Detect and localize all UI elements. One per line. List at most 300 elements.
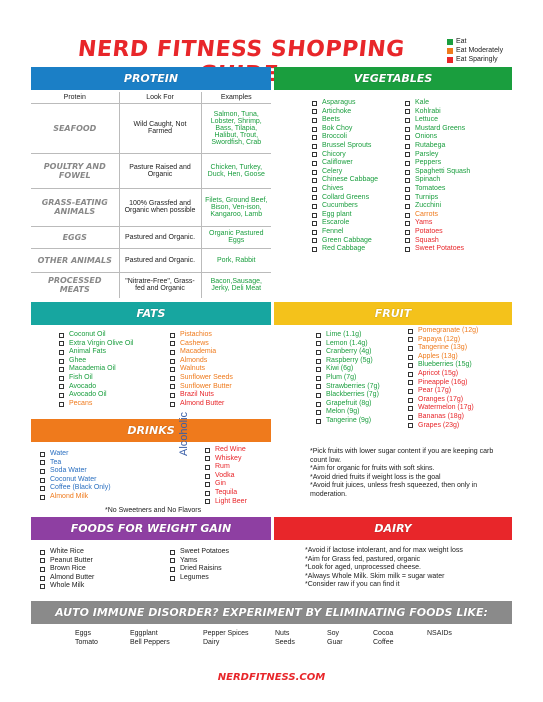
checkbox[interactable] — [312, 247, 317, 252]
item-label: Cranberry (4g) — [326, 348, 372, 356]
list-item — [405, 228, 470, 237]
drinks-list-1 — [40, 450, 111, 502]
item-label: Almonds — [180, 356, 208, 364]
checkbox[interactable] — [312, 238, 317, 243]
eliminate-item: Eggs — [75, 630, 91, 637]
checkbox[interactable] — [205, 499, 210, 504]
checkbox[interactable] — [405, 213, 410, 218]
eliminate-group — [75, 629, 98, 647]
list-item — [316, 417, 380, 426]
item-label: Water — [50, 450, 69, 457]
item-label: Papaya (12g) — [418, 335, 461, 343]
checkbox[interactable] — [405, 101, 410, 106]
checkbox[interactable] — [405, 127, 410, 132]
note-line: *Avoid if lactose intolerant, and for max weight loss — [305, 547, 463, 554]
item-label: Spinach — [415, 176, 441, 184]
weightgain-list-2 — [170, 548, 229, 582]
checkbox[interactable] — [405, 247, 410, 252]
list-item — [59, 365, 133, 374]
item-label: Soda Water — [50, 467, 87, 475]
examples: Salmon, Tuna, Lobster, Shrimp, Bass, Tilapia, Halibut, Trout, Swordfish, Crab — [201, 103, 271, 153]
list-item — [40, 548, 94, 557]
fats-list-2 — [170, 331, 233, 408]
item-label: Pomegranate (12g) — [418, 327, 479, 334]
list-item — [40, 493, 111, 502]
item-label: Melon (9g) — [326, 408, 360, 416]
checkbox[interactable] — [312, 144, 317, 149]
checkbox[interactable] — [312, 135, 317, 140]
list-item — [312, 219, 378, 228]
examples: Organic Pastured Eggs — [201, 226, 271, 248]
item-label: Rum — [215, 463, 230, 471]
item-label: Brussel Sprouts — [322, 141, 372, 149]
legend-label: Eat Sparingly — [456, 56, 498, 63]
item-label: Mustard Greens — [415, 124, 466, 132]
checkbox[interactable] — [316, 376, 321, 381]
list-item — [40, 574, 94, 583]
list-item — [316, 400, 380, 409]
item-label: Collard Greens — [322, 193, 370, 201]
protein-category: GRASS-EATING ANIMALS — [31, 188, 119, 226]
item-label: Avocado Oil — [69, 391, 107, 399]
item-label: Pistachios — [180, 331, 212, 338]
item-label: Tea — [50, 458, 62, 466]
item-label: Brazil Nuts — [180, 391, 214, 399]
checkbox[interactable] — [170, 550, 175, 555]
item-label: Cashews — [180, 339, 209, 347]
item-label: Artichoke — [322, 107, 352, 115]
note-line: *Aim for organic for fruits with soft skins. — [310, 465, 435, 473]
checkbox[interactable] — [40, 478, 45, 483]
list-item — [408, 361, 478, 370]
checkbox[interactable] — [408, 329, 413, 334]
item-label: Sunflower Butter — [180, 382, 232, 390]
item-label: Almond Milk — [50, 492, 89, 500]
checkbox[interactable] — [170, 402, 175, 407]
item-label: Pear (17g) — [418, 387, 452, 395]
checkbox[interactable] — [405, 118, 410, 123]
checkbox[interactable] — [405, 144, 410, 149]
legend-item-eat — [447, 37, 503, 46]
item-label: Kale — [415, 99, 430, 106]
checkbox[interactable] — [316, 341, 321, 346]
checkbox[interactable] — [205, 482, 210, 487]
item-label: Tangerine (13g) — [418, 344, 468, 352]
item-label: Chinese Cabbage — [322, 176, 379, 184]
checkbox[interactable] — [170, 576, 175, 581]
checkbox[interactable] — [408, 363, 413, 368]
checkbox[interactable] — [205, 474, 210, 479]
item-label: Broccoli — [322, 133, 347, 141]
checkbox[interactable] — [312, 187, 317, 192]
fruit-header: FRUIT — [274, 302, 512, 325]
protein-category: PROCESSED MEATS — [31, 272, 119, 298]
checkbox[interactable] — [405, 230, 410, 235]
column-header: Look For — [119, 92, 201, 103]
fruit-notes — [310, 448, 510, 500]
item-label: Ghee — [69, 356, 87, 364]
footer-site[interactable]: NERDFITNESS.COM — [217, 672, 326, 683]
checkbox[interactable] — [405, 109, 410, 114]
checkbox[interactable] — [312, 221, 317, 226]
item-label: Tomatoes — [415, 184, 446, 192]
list-item — [59, 391, 133, 400]
list-item — [312, 202, 378, 211]
checkbox[interactable] — [59, 333, 64, 338]
item-label: Squash — [415, 236, 439, 244]
item-label: Lemon (1.4g) — [326, 339, 368, 347]
fats-header: FATS — [31, 302, 271, 325]
checkbox[interactable] — [312, 230, 317, 235]
drinks-list-2 — [205, 446, 247, 506]
list-item — [170, 348, 233, 357]
item-label: Carrots — [415, 210, 438, 218]
list-item — [408, 413, 478, 422]
item-label: Egg plant — [322, 210, 352, 218]
list-item — [405, 237, 470, 246]
table-row — [31, 248, 271, 272]
item-label: Apricot (15g) — [418, 369, 459, 377]
list-item — [312, 211, 378, 220]
item-label: Lime (1.1g) — [326, 331, 362, 338]
protein-category: EGGS — [31, 226, 119, 248]
column-header: Examples — [201, 92, 271, 103]
checkbox[interactable] — [312, 170, 317, 175]
list-item — [312, 194, 378, 203]
checkbox[interactable] — [59, 350, 64, 355]
examples: Pork, Rabbit — [201, 248, 271, 272]
note-line: *Avoid fruit juices, unless fresh squeezed, then only in moderation. — [310, 482, 478, 498]
list-item — [170, 400, 233, 409]
checkbox[interactable] — [40, 558, 45, 563]
checkbox[interactable] — [405, 204, 410, 209]
page-title: NERD FITNESS SHOPPING — [76, 37, 406, 62]
checkbox[interactable] — [312, 109, 317, 114]
drinks-footnote: *No Sweetners and No Flavors — [105, 507, 202, 514]
list-item — [408, 387, 478, 396]
list-item — [405, 116, 470, 125]
checkbox[interactable] — [170, 558, 175, 563]
list-item — [170, 574, 229, 583]
eliminate-item — [427, 638, 452, 647]
checkbox[interactable] — [312, 178, 317, 183]
fruit-list-2 — [408, 327, 478, 430]
protein-category: SEAFOOD — [31, 103, 119, 153]
checkbox[interactable] — [170, 384, 175, 389]
note-line: *Aim for Grass fed, pastured, organic — [305, 555, 421, 563]
item-label: Raspberry (5g) — [326, 356, 373, 364]
note-line: *Avoid dried fruits if weight loss is the goal — [310, 473, 441, 481]
item-label: Blackberries (7g) — [326, 391, 379, 399]
item-label: Peppers — [415, 159, 442, 167]
list-item — [205, 472, 247, 481]
checkbox[interactable] — [408, 380, 413, 385]
checkbox[interactable] — [316, 393, 321, 398]
eliminate-item: Pepper Spices — [203, 630, 249, 637]
checkbox[interactable] — [59, 359, 64, 364]
list-item — [40, 557, 94, 566]
item-label: Coconut Water — [50, 475, 97, 483]
checkbox[interactable] — [312, 195, 317, 200]
weightgain-header: FOODS FOR WEIGHT GAIN — [31, 517, 271, 540]
examples: Filets, Ground Beef, Bison, Ven-ison, Kangaroo, Lamb — [201, 188, 271, 226]
table-header-row — [31, 92, 271, 103]
list-item — [205, 480, 247, 489]
checkbox[interactable] — [59, 367, 64, 372]
note-line: *Always Whole Milk. Skim milk = sugar water — [305, 572, 445, 580]
checkbox[interactable] — [405, 170, 410, 175]
item-label: Tangerine (9g) — [326, 416, 372, 424]
checkbox[interactable] — [316, 333, 321, 338]
list-item — [405, 125, 470, 134]
list-item — [316, 391, 380, 400]
eliminate-item: Coffee — [373, 639, 394, 646]
item-label: Zucchini — [415, 202, 442, 210]
list-item — [59, 340, 133, 349]
checkbox[interactable] — [405, 187, 410, 192]
checkbox[interactable] — [170, 333, 175, 338]
item-label: Green Cabbage — [322, 236, 372, 244]
checkbox[interactable] — [316, 350, 321, 355]
item-label: Dried Raisins — [180, 565, 222, 573]
item-label: Macademia Oil — [69, 365, 116, 373]
eliminate-item: Tomato — [75, 639, 98, 646]
checkbox[interactable] — [408, 372, 413, 377]
checkbox[interactable] — [316, 384, 321, 389]
look-for: Pasture Raised and Organic — [119, 153, 201, 188]
examples: Chicken, Turkey, Duck, Hen, Goose — [201, 153, 271, 188]
table-row — [31, 226, 271, 248]
checkbox[interactable] — [405, 221, 410, 226]
checkbox[interactable] — [170, 350, 175, 355]
item-label: Watermelon (17g) — [418, 404, 474, 412]
look-for: Wild Caught, Not Farmed — [119, 103, 201, 153]
dairy-notes — [305, 547, 510, 590]
eliminate-item: Nuts — [275, 630, 290, 637]
list-item — [312, 245, 378, 254]
list-item — [405, 159, 470, 168]
list-item — [312, 159, 378, 168]
list-item — [405, 211, 470, 220]
look-for: 100% Grassfed and Organic when possible — [119, 188, 201, 226]
item-label: Bananas (18g) — [418, 412, 464, 420]
checkbox[interactable] — [40, 584, 45, 589]
table-row — [31, 103, 271, 153]
list-item — [59, 383, 133, 392]
checkbox[interactable] — [205, 465, 210, 470]
checkbox[interactable] — [408, 423, 413, 428]
checkbox[interactable] — [59, 393, 64, 398]
eliminate-item: Guar — [327, 639, 343, 646]
checkbox[interactable] — [205, 448, 210, 453]
item-label: Apples (13g) — [418, 352, 458, 360]
vegetables-list-2 — [405, 99, 470, 254]
checkbox[interactable] — [170, 376, 175, 381]
checkbox[interactable] — [405, 195, 410, 200]
checkbox[interactable] — [312, 161, 317, 166]
item-label: Coffee (Black Only) — [50, 484, 111, 492]
list-item — [312, 142, 378, 151]
item-label: Yams — [415, 219, 433, 227]
list-item — [405, 168, 470, 177]
checkbox[interactable] — [312, 213, 317, 218]
list-item — [205, 489, 247, 498]
checkbox[interactable] — [40, 452, 45, 457]
checkbox[interactable] — [408, 346, 413, 351]
checkbox[interactable] — [59, 384, 64, 389]
item-label: Celery — [322, 167, 343, 175]
protein-header: PROTEIN — [31, 67, 271, 90]
protein-category: OTHER ANIMALS — [31, 248, 119, 272]
checkbox[interactable] — [408, 389, 413, 394]
checkbox[interactable] — [59, 376, 64, 381]
checkbox[interactable] — [312, 118, 317, 123]
list-item — [170, 357, 233, 366]
list-item — [405, 99, 470, 108]
item-label: Lettuce — [415, 116, 438, 124]
checkbox[interactable] — [408, 355, 413, 360]
checkbox[interactable] — [40, 576, 45, 581]
list-item — [40, 467, 111, 476]
vegetables-header: VEGETABLES — [274, 67, 512, 90]
item-label: Califlower — [322, 159, 353, 167]
table-row — [31, 272, 271, 298]
item-label: Macademia — [180, 348, 217, 356]
look-for: Pastured and Organic. — [119, 226, 201, 248]
list-item — [405, 219, 470, 228]
red-swatch-icon — [447, 57, 453, 63]
checkbox[interactable] — [205, 456, 210, 461]
item-label: Walnuts — [180, 365, 206, 373]
list-item — [40, 484, 111, 493]
list-item — [316, 383, 380, 392]
legend — [447, 37, 503, 64]
list-item — [312, 125, 378, 134]
list-item — [40, 582, 94, 591]
list-item — [312, 228, 378, 237]
examples: Bacon,Sausage, Jerky, Deli Meat — [210, 278, 262, 293]
checkbox[interactable] — [40, 469, 45, 474]
orange-swatch-icon — [447, 48, 453, 54]
fruit-list-1 — [316, 331, 380, 426]
list-item — [170, 365, 233, 374]
eliminate-group — [427, 629, 452, 647]
item-label: Grapefruit (8g) — [326, 399, 372, 407]
checkbox[interactable] — [40, 460, 45, 465]
item-label: Almond Butter — [180, 399, 225, 407]
item-label: Almond Butter — [50, 573, 95, 581]
checkbox[interactable] — [316, 402, 321, 407]
eliminate-item: Soy — [327, 630, 340, 637]
checkbox[interactable] — [170, 393, 175, 398]
checkbox[interactable] — [405, 135, 410, 140]
item-label: Turnips — [415, 193, 439, 201]
checkbox[interactable] — [170, 567, 175, 572]
list-item — [408, 336, 478, 345]
checkbox[interactable] — [408, 398, 413, 403]
list-item — [59, 374, 133, 383]
checkbox[interactable] — [312, 204, 317, 209]
table-row — [31, 153, 271, 188]
checkbox[interactable] — [405, 161, 410, 166]
checkbox[interactable] — [316, 359, 321, 364]
checkbox[interactable] — [59, 341, 64, 346]
item-label: Red Cabbage — [322, 245, 366, 253]
eliminate-item: Dairy — [203, 639, 220, 646]
checkbox[interactable] — [40, 550, 45, 555]
list-item — [405, 194, 470, 203]
checkbox[interactable] — [408, 406, 413, 411]
eliminate-group — [327, 629, 343, 647]
checkbox[interactable] — [205, 491, 210, 496]
item-label: Vodka — [215, 471, 235, 479]
note-line: *Consider raw if you can find it — [305, 581, 400, 589]
list-item — [205, 455, 247, 464]
legend-item-moderately — [447, 46, 503, 55]
item-label: Escarole — [322, 219, 350, 227]
eliminate-item: Seeds — [275, 639, 295, 646]
item-label: Tequila — [215, 488, 238, 496]
item-label: Fish Oil — [69, 373, 93, 381]
list-item — [405, 133, 470, 142]
checkbox[interactable] — [316, 367, 321, 372]
item-label: Whole Milk — [50, 582, 85, 590]
checkbox[interactable] — [316, 410, 321, 415]
checkbox[interactable] — [170, 341, 175, 346]
checkbox[interactable] — [405, 178, 410, 183]
list-item — [170, 374, 233, 383]
item-label: Sunflower Seeds — [180, 373, 233, 381]
list-item — [408, 396, 478, 405]
list-item — [405, 176, 470, 185]
protein-category: POULTRY AND FOWEL — [31, 153, 119, 188]
eliminate-group — [275, 629, 295, 647]
checkbox[interactable] — [170, 359, 175, 364]
checkbox[interactable] — [405, 238, 410, 243]
item-label: Spaghetti Squash — [415, 167, 471, 175]
checkbox[interactable] — [316, 419, 321, 424]
eliminate-group — [130, 629, 170, 647]
checkbox[interactable] — [312, 152, 317, 157]
list-item — [316, 374, 380, 383]
checkbox[interactable] — [312, 127, 317, 132]
checkbox[interactable] — [170, 367, 175, 372]
list-item — [408, 379, 478, 388]
item-label: Kiwi (6g) — [326, 365, 354, 373]
checkbox[interactable] — [59, 402, 64, 407]
list-item — [170, 565, 229, 574]
list-item — [40, 459, 111, 468]
list-item — [205, 498, 247, 507]
checkbox[interactable] — [405, 152, 410, 157]
list-item — [408, 353, 478, 362]
item-label: Extra Virgin Olive Oil — [69, 339, 134, 347]
checkbox[interactable] — [40, 495, 45, 500]
checkbox[interactable] — [408, 415, 413, 420]
note-line: *Pick fruits with lower sugar content if you are keeping carb count low. — [310, 448, 494, 464]
checkbox[interactable] — [408, 337, 413, 342]
list-item — [40, 565, 94, 574]
checkbox[interactable] — [40, 486, 45, 491]
list-item — [170, 340, 233, 349]
list-item — [170, 331, 233, 340]
checkbox[interactable] — [312, 101, 317, 106]
item-label: Brown Rice — [50, 565, 86, 573]
alcoholic-label: Alcoholic — [178, 411, 190, 456]
item-label: Animal Fats — [69, 348, 106, 356]
checkbox[interactable] — [40, 567, 45, 572]
legend-label: Eat Moderately — [456, 47, 504, 54]
